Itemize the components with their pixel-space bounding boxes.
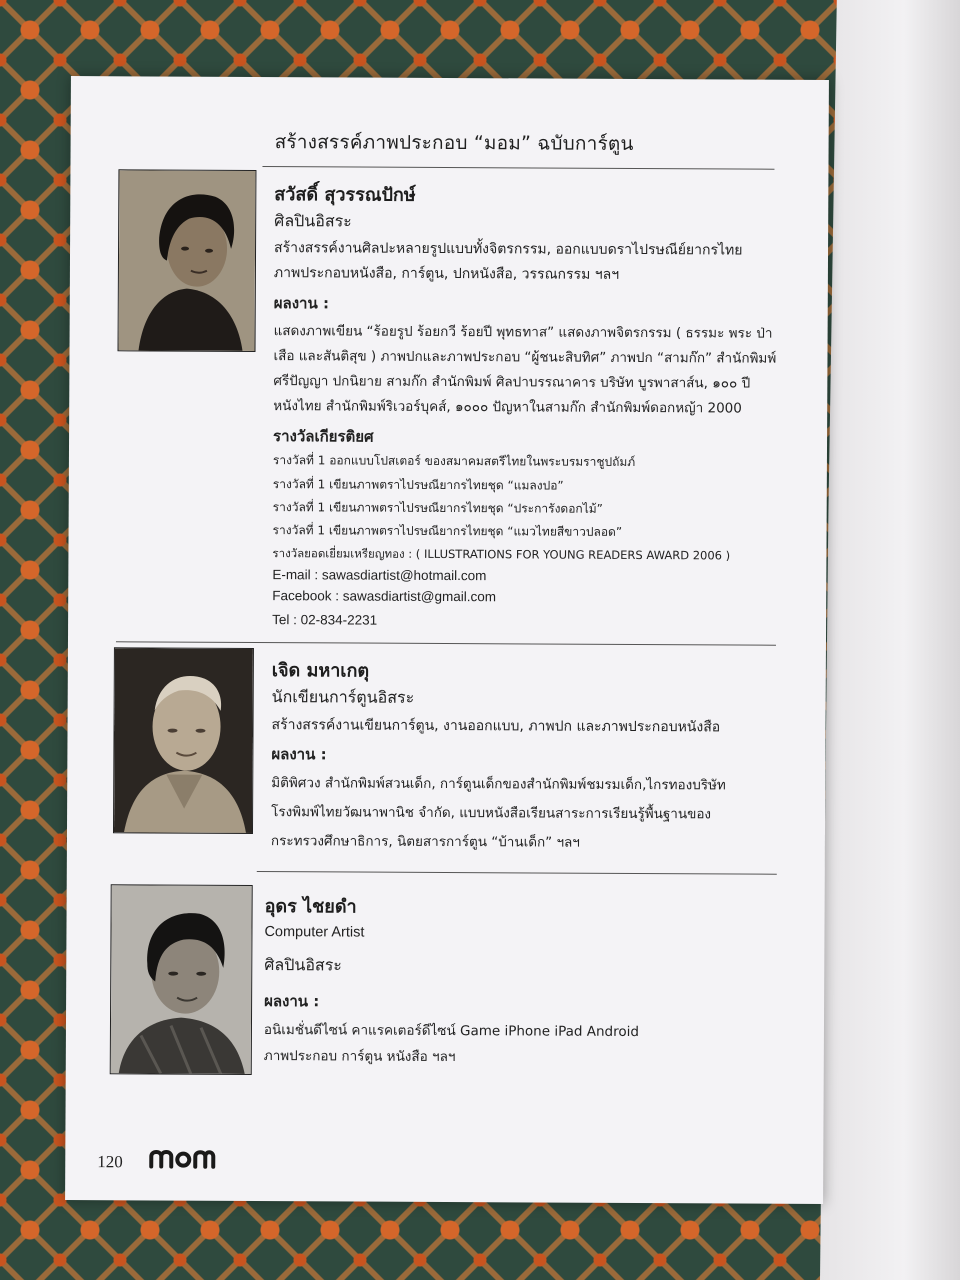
artist-name: อุดร ไชยดำ [264,896,357,918]
works-line: กระทรวงศึกษาธิการ, นิตยสารการ์ตูน “บ้านเด็ก” ฯลฯ [270,833,580,851]
works-line: แสดงภาพเขียน “ร้อยรูป ร้อยกวี ร้อยปี พุทธทาส” แสดงภาพจิตรกรรม ( ธรรมะ พระ ป่า [273,323,773,342]
works-line: ศรีปัญญา ปกนิยาย สามก๊ก สำนักพิมพ์ ศิลปาบรรณาคาร บริษัท บูรพาสาส์น, ๑๐๐ ปี [273,373,751,392]
mom-logo [147,1144,217,1176]
works-line: โรงพิมพ์ไทยวัฒนาพานิช จำกัด, แบบหนังสือเรียนสาระการเรียนรู้พื้นฐานของ [271,804,712,823]
artist-name: เจิด มหาเกตุ [271,660,370,682]
artist-role: ศิลปินอิสระ [274,211,352,231]
award-line: รางวัลยอดเยี่ยมเหรียญทอง : ( ILLUSTRATIONS FOR YOUNG READERS AWARD 2006 ) [272,546,731,563]
artist-desc-line: ภาพประกอบหนังสือ, การ์ตูน, ปกหนังสือ, วรรณกรรม ฯลฯ [273,265,620,283]
artist-photo-jerd [113,647,254,834]
award-line: รางวัลที่ 1 เขียนภาพตราไปรษณียากรไทยชุด “แมวไทยสีขาวปลอด” [272,523,623,539]
page-number: 120 [97,1152,123,1172]
works-line: ภาพประกอบ การ์ตูน หนังสือ ฯลฯ [263,1048,456,1066]
contact-facebook: Facebook : sawasdiartist@gmail.com [272,588,497,605]
book-page [65,76,829,1204]
artist-role-en: Computer Artist [264,924,365,941]
works-heading: ผลงาน : [264,992,320,1011]
works-heading: ผลงาน : [273,294,330,313]
artist-role: นักเขียนการ์ตูนอิสระ [271,687,415,707]
artist-desc-line: สร้างสรรค์งานเขียนการ์ตูน, งานออกแบบ, ภาพปก และภาพประกอบหนังสือ [271,717,721,736]
awards-heading: รางวัลเกียรติยศ [273,427,374,446]
artist-role: ศิลปินอิสระ [264,955,342,975]
artist-photo-sawasdi [118,169,257,352]
next-page-edge [820,0,960,1280]
section-rule [116,641,776,645]
page-title: สร้างสรรค์ภาพประกอบ “มอม” ฉบับการ์ตูน [274,131,634,155]
works-heading: ผลงาน : [271,745,327,764]
award-line: รางวัลที่ 1 เขียนภาพตราไปรษณียากรไทยชุด “แมลงปอ” [272,477,564,493]
title-rule [262,166,774,170]
award-line: รางวัลที่ 1 ออกแบบโปสเตอร์ ของสมาคมสตรีไทยในพระบรมราชูปถัมภ์ [272,453,636,469]
section-rule [257,871,777,875]
artist-desc-line: สร้างสรรค์งานศิลปะหลายรูปแบบทั้งจิตรกรรม, ออกแบบดราไปรษณีย์ยากรไทย [274,240,743,259]
works-line: อนิเมชั่นดีไซน์ คาแรคเตอร์ดีไซน์ Game iPhone iPad Android [263,1022,640,1041]
works-line: เสือ และสันติสุข ) ภาพปกและภาพประกอบ “ผู้ชนะสิบทิศ” ภาพปก “สามก๊ก” สำนักพิมพ์ [273,348,777,367]
works-line: มิติพิศวง สำนักพิมพ์สวนเด็ก, การ์ตูนเด็กของสำนักพิมพ์ชมรมเด็ก,ไกรทองบริษัท [271,775,726,794]
award-line: รางวัลที่ 1 เขียนภาพตราไปรษณียากรไทยชุด “ประการังดอกไม้” [272,500,603,516]
artist-name: สวัสดิ์ สุวรรณปักษ์ [274,184,416,206]
artist-photo-udon [110,884,253,1075]
contact-phone: Tel : 02-834-2231 [272,612,378,628]
works-line: หนังไทย สำนักพิมพ์ริเวอร์บุคส์, ๑๐๐๐ ปัญหาในสามก๊ก สำนักพิมพ์ดอกหญ้า 2000 [273,398,742,417]
contact-email: E-mail : sawasdiartist@hotmail.com [272,567,487,584]
